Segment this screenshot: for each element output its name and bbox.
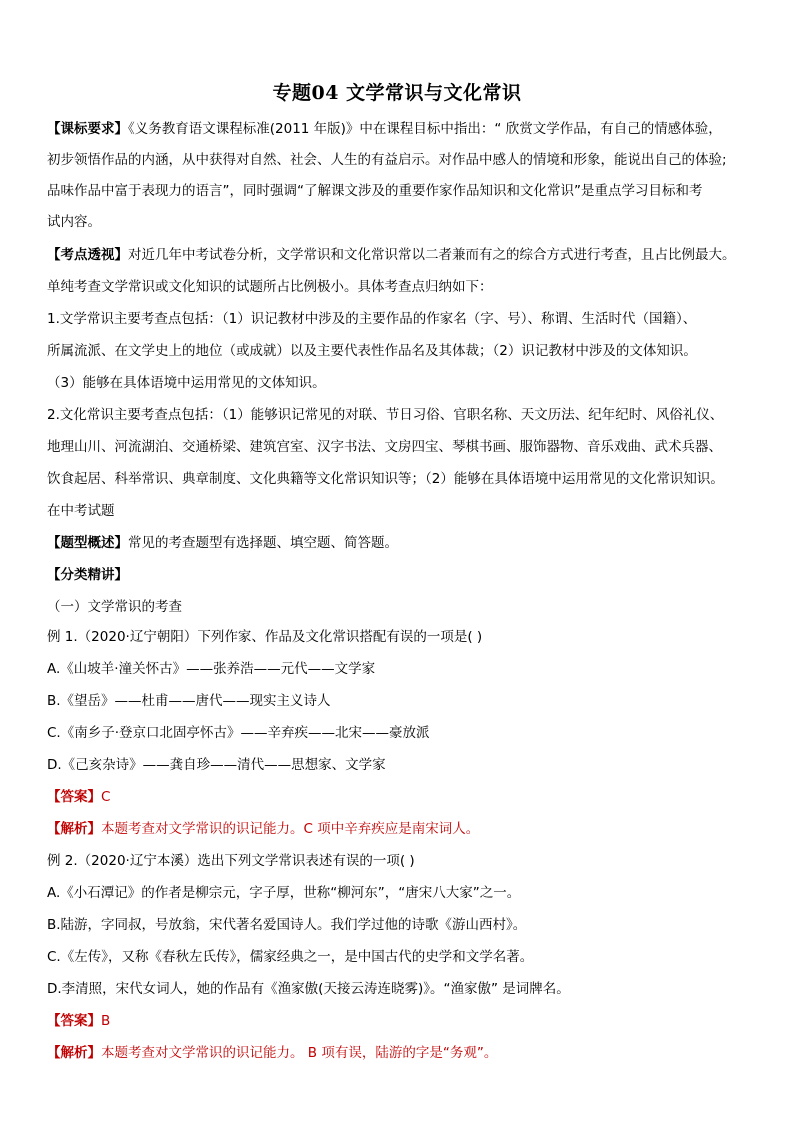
exam-point-line-2: 单纯考查文学常识或文化知识的试题所占比例极小。具体考查点归纳如下： (47, 279, 493, 295)
example-2-option-a: A.《小石潭记》的作者是柳宗元，字子厚，世称“柳河东”，“唐宋八大家”之一。 (47, 885, 521, 901)
page-title: 专题04 文学常识与文化常识 (272, 82, 522, 104)
exam-point-line-7: 地理山川、河流湖泊、交通桥梁、建筑宫室、汉字书法、文房四宝、琴棋书画、服饰器物、音乐戏曲、武术兵器、 (47, 439, 722, 455)
subsection-literary-knowledge: （一）文学常识的考查 (47, 599, 182, 615)
exam-point-line-5: （3）能够在具体语境中运用常见的文体知识。 (47, 375, 326, 391)
example-1-option-b: B.《望岳》——杜甫——唐代——现实主义诗人 (47, 693, 331, 709)
example-2-analysis: 【解析】本题考查对文学常识的识记能力。 B 项有误，陆游的字是“务观”。 (47, 1045, 498, 1061)
analysis-tag: 【解析】 (47, 1045, 101, 1061)
exam-point-line-1: 【考点透视】对近几年中考试卷分析，文学常识和文化常识常以二者兼而有之的综合方式进行考查，且占比例最大。 (47, 247, 736, 263)
curriculum-requirement-line-1: 【课标要求】《义务教育语文课程标准(2011 年版)》中在课程目标中指出：“ 欣赏文学作品，有自己的情感体验， (47, 121, 722, 137)
question-type-line: 【题型概述】常见的考查题型有选择题、填空题、简答题。 (47, 535, 398, 551)
example-2-option-d: D.李清照，宋代女词人，她的作品有《渔家傲(天接云涛连晓雾)》。“渔家傲” 是词牌名。 (47, 981, 570, 997)
example-2-option-b: B.陆游，字同叔，号放翁，宋代著名爱国诗人。我们学过他的诗歌《游山西村》。 (47, 917, 527, 933)
exam-point-line-4: 所属流派、在文学史上的地位（或成就）以及主要代表性作品名及其体裁；（2）识记教材中涉及的文体知识。 (47, 343, 697, 359)
example-1-question: 例 1.（2020·辽宁朝阳）下列作家、作品及文化常识搭配有误的一项是( ) (47, 629, 483, 645)
example-2-option-c: C.《左传》，又称《春秋左氏传》，儒家经典之一，是中国古代的史学和文学名著。 (47, 949, 534, 965)
analysis-tag: 【解析】 (47, 821, 101, 837)
example-1-option-d: D.《己亥杂诗》——龚自珍——清代——思想家、文学家 (47, 757, 386, 773)
answer-tag: 【答案】 (47, 789, 101, 805)
question-type-tag: 【题型概述】 (47, 535, 128, 551)
curriculum-requirement-line-4: 试内容。 (47, 214, 101, 230)
example-2-question: 例 2.（2020·辽宁本溪）选出下列文学常识表述有误的一项( ) (47, 853, 415, 869)
example-2-answer: 【答案】B (47, 1013, 111, 1029)
exam-point-tag: 【考点透视】 (47, 247, 128, 263)
example-1-analysis: 【解析】本题考查对文学常识的识记能力。C 项中辛弃疾应是南宋词人。 (47, 821, 480, 837)
exam-point-line-8: 饮食起居、科举常识、典章制度、文化典籍等文化常识知识等；（2）能够在具体语境中运用常见的文化常识知识。 (47, 471, 724, 487)
example-1-option-c: C.《南乡子·登京口北固亭怀古》——辛弃疾——北宋——豪放派 (47, 725, 430, 741)
curriculum-requirement-line-3: 品味作品中富于表现力的语言”，同时强调“了解课文涉及的重要作家作品知识和文化常识”是重点学习目标和考 (47, 183, 703, 199)
category-section-heading: 【分类精讲】 (47, 567, 128, 583)
exam-point-line-3: 1.文学常识主要考查点包括：（1）识记教材中涉及的主要作品的作家名（字、号）、称谓、生活时代（国籍）、 (47, 311, 697, 327)
answer-tag: 【答案】 (47, 1013, 101, 1029)
exam-point-line-6: 2.文化常识主要考查点包括：（1）能够识记常见的对联、节日习俗、官职名称、天文历法、纪年纪时、风俗礼仪、 (47, 407, 724, 423)
example-1-option-a: A.《山坡羊·潼关怀古》——张养浩——元代——文学家 (47, 661, 376, 677)
exam-point-line-9: 在中考试题 (47, 503, 115, 519)
curriculum-requirement-line-2: 初步领悟作品的内涵，从中获得对自然、社会、人生的有益启示。对作品中感人的情境和形象，能说出自己的体验; (47, 152, 727, 168)
curriculum-requirement-tag: 【课标要求】 (47, 121, 128, 137)
example-1-answer: 【答案】C (47, 789, 111, 805)
